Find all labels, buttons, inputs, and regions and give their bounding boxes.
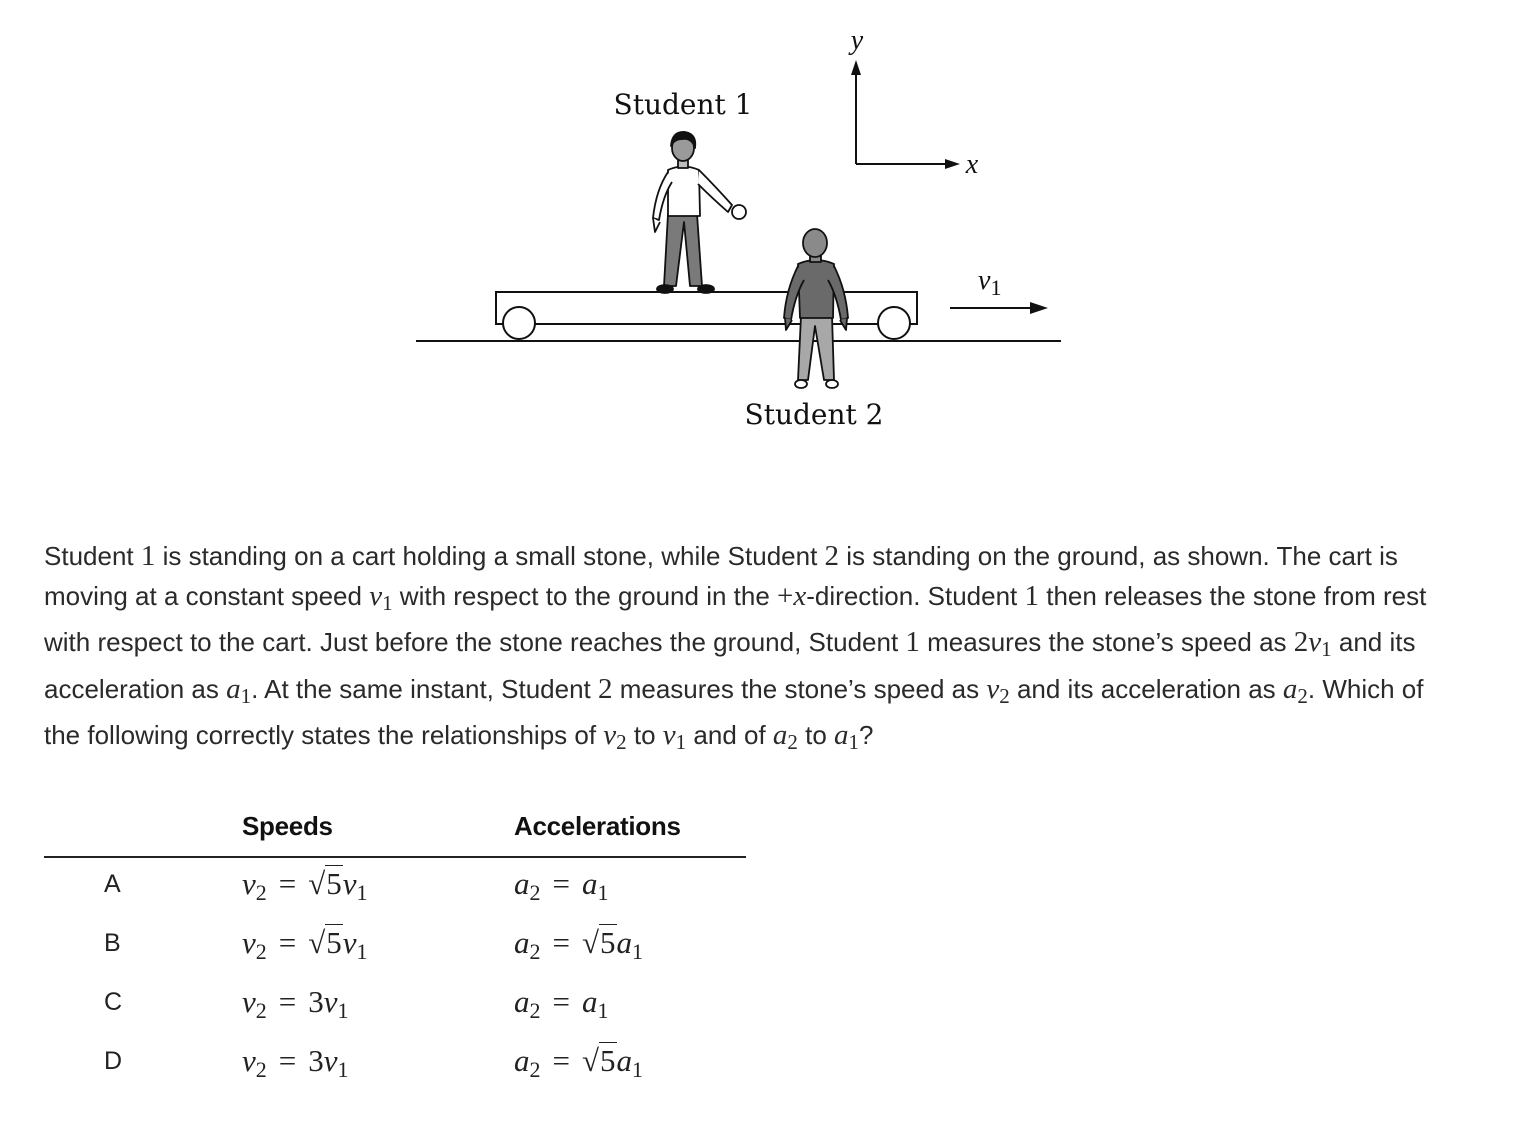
accel-rhs-sub: 1 [597, 880, 609, 905]
speed-lhs-sub: 2 [255, 998, 267, 1023]
velocity-arrow-head-icon [1030, 302, 1048, 314]
accel-rhs-sub: 1 [597, 998, 609, 1023]
speed-expression [242, 1043, 349, 1083]
speed-eq: = [278, 866, 297, 901]
coordinate-axes [848, 25, 979, 180]
speed-rhs-sub: 1 [337, 1057, 349, 1082]
accel-radical-sign: √ [581, 925, 599, 960]
axis-y-label: y [850, 25, 864, 56]
accel-lhs-sub: 2 [529, 1057, 541, 1082]
accel-lhs-sub: 2 [529, 939, 541, 964]
velocity-label [978, 265, 1001, 300]
header-speeds: Speeds [242, 811, 333, 841]
accel-rhs: a [616, 1043, 632, 1078]
cart-diagram [0, 0, 1528, 470]
answer-rows [44, 858, 746, 1094]
student-1-figure [653, 132, 746, 293]
speed-rhs: v [323, 1043, 338, 1078]
accel-eq: = [552, 866, 570, 901]
speed-coef-prefix: 3 [308, 1043, 324, 1078]
speed-lhs: v [242, 866, 256, 901]
header-accelerations: Accelerations [514, 811, 681, 841]
answer-option-b[interactable] [44, 917, 746, 976]
accel-eq: = [552, 984, 570, 1019]
answer-option-d[interactable] [44, 1035, 746, 1094]
student-2-label: Student 2 [744, 398, 884, 431]
velocity-arrow [950, 265, 1048, 314]
answer-option-a[interactable] [44, 858, 746, 917]
acceleration-expression [514, 925, 643, 965]
speed-rhs: v [342, 925, 357, 960]
speed-lhs-sub: 2 [255, 939, 267, 964]
axis-y-arrow-icon [851, 60, 861, 75]
speed-expression [242, 925, 368, 965]
answer-table [44, 805, 746, 1094]
speed-lhs: v [242, 984, 256, 1019]
stone [732, 205, 746, 219]
accel-lhs: a [514, 866, 530, 901]
speed-rhs: v [323, 984, 338, 1019]
accel-radicand: 5 [600, 1043, 616, 1078]
axis-x-label: x [965, 149, 979, 180]
speed-eq: = [278, 984, 297, 1019]
speed-coef-prefix: 3 [308, 984, 324, 1019]
answer-letter: D [104, 1047, 123, 1075]
accel-eq: = [552, 1043, 570, 1078]
accel-lhs: a [514, 984, 530, 1019]
speed-radicand: 5 [326, 866, 342, 901]
accel-rhs-sub: 1 [632, 1057, 643, 1082]
speed-expression [242, 984, 349, 1024]
cart-wheel-left [503, 307, 535, 339]
accel-eq: = [552, 925, 570, 960]
speed-lhs: v [242, 1043, 256, 1078]
accel-rhs: a [581, 866, 598, 901]
accel-lhs-sub: 2 [529, 998, 541, 1023]
accel-radicand: 5 [600, 925, 616, 960]
speed-expression [242, 866, 368, 906]
accel-lhs-sub: 2 [529, 880, 541, 905]
acceleration-expression [514, 984, 608, 1024]
axis-x-arrow-icon [945, 159, 960, 169]
speed-rhs-sub: 1 [337, 998, 349, 1023]
speed-radical-sign: √ [308, 925, 326, 960]
accel-rhs: a [581, 984, 598, 1019]
speed-rhs-sub: 1 [356, 939, 368, 964]
speed-radical-sign: √ [308, 866, 326, 901]
answer-letter: A [104, 870, 121, 898]
acceleration-expression [514, 866, 608, 906]
speed-lhs-sub: 2 [255, 880, 267, 905]
speed-rhs: v [342, 866, 357, 901]
speed-rhs-sub: 1 [356, 880, 368, 905]
speed-radicand: 5 [326, 925, 342, 960]
student-1-label: Student 1 [613, 88, 753, 121]
accel-rhs-sub: 1 [632, 939, 643, 964]
speed-eq: = [278, 925, 297, 960]
velocity-label-sub: 1 [990, 275, 1002, 300]
accel-lhs: a [514, 1043, 530, 1078]
acceleration-expression [514, 1043, 643, 1083]
cart-wheel-right [878, 307, 910, 339]
question-text: Student 1 is standing on a cart holding a small stone, while Student 2 is standing on the ground, as shown. The cart is moving at a constant speed v1 with respect to the ground in the +x-direction. Student 1 then releases the stone from rest with respect to the cart. Just before the stone reaches the ground, Student 1 measures the stone’s speed as 2v1 and its acceleration as a1. At the same instant, Student 2 measures the stone’s speed as v2 and its acceleration as a2. Which of the following correctly states the relationships of v2 to v1 and of a2 to a1? [44, 540, 1427, 754]
speed-lhs-sub: 2 [255, 1057, 267, 1082]
student-2-figure [784, 229, 848, 388]
velocity-label-base: v [978, 265, 991, 296]
answer-option-c[interactable] [44, 976, 746, 1035]
accel-lhs: a [514, 925, 530, 960]
accel-rhs: a [616, 925, 632, 960]
answer-letter: C [104, 988, 123, 1016]
accel-radical-sign: √ [581, 1043, 599, 1078]
answer-table-header [44, 805, 746, 858]
answer-letter: B [104, 929, 121, 957]
cart [496, 292, 917, 339]
speed-eq: = [278, 1043, 297, 1078]
speed-lhs: v [242, 925, 256, 960]
